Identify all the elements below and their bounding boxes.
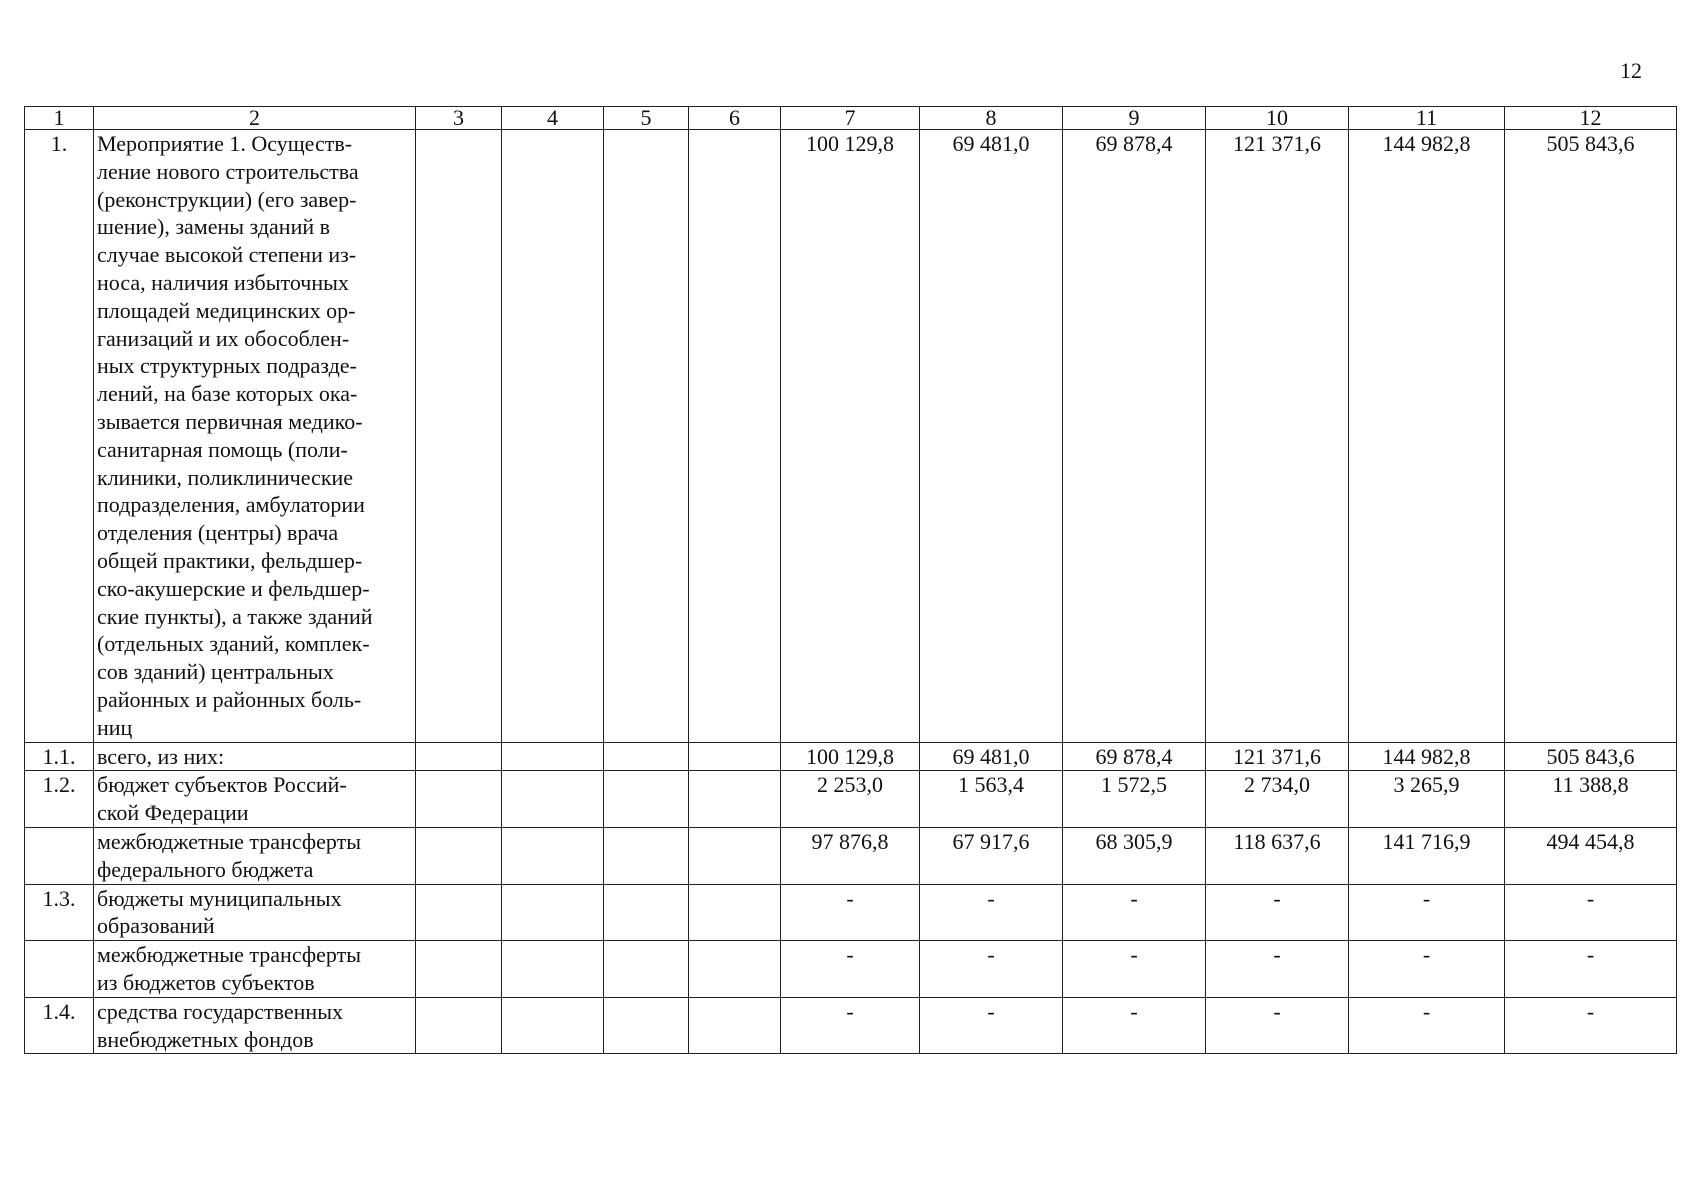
value-cell: 494 454,8: [1505, 827, 1677, 884]
description-line: санитарная помощь (поли-: [97, 436, 348, 462]
column-header: 1: [25, 107, 94, 130]
description-line: зывается первичная медико-: [97, 408, 363, 434]
row-code: 1.2.: [25, 771, 94, 828]
description-line: из бюджетов субъектов: [97, 969, 315, 995]
description-line: сов зданий) центральных: [97, 659, 334, 685]
description-line: ных структурных подразде-: [97, 353, 357, 379]
value-cell: 69 481,0: [920, 742, 1063, 771]
value-cell: 144 982,8: [1349, 130, 1505, 743]
table-row: [25, 742, 1677, 771]
description-line: ление нового строительства: [97, 158, 359, 184]
empty-cell: [416, 130, 502, 743]
column-header: 5: [604, 107, 689, 130]
value-cell: -: [1505, 997, 1677, 1054]
description-line: лений, на базе которых ока-: [97, 381, 358, 407]
empty-cell: [502, 742, 604, 771]
value-cell: -: [1505, 941, 1677, 998]
empty-cell: [604, 130, 689, 743]
column-header: 6: [689, 107, 781, 130]
column-header: 10: [1206, 107, 1349, 130]
row-code: [25, 827, 94, 884]
value-cell: -: [1206, 941, 1349, 998]
value-cell: -: [920, 884, 1063, 941]
description-line: средства государственных: [97, 998, 343, 1024]
description-line: всего, из них:: [97, 743, 225, 769]
column-header: 9: [1063, 107, 1206, 130]
description-line: ганизаций и их обособлен-: [97, 325, 350, 351]
description-line: образований: [97, 913, 215, 939]
empty-cell: [689, 941, 781, 998]
value-cell: -: [1206, 884, 1349, 941]
value-cell: 69 481,0: [920, 130, 1063, 743]
value-cell: 100 129,8: [781, 742, 920, 771]
row-code: 1.: [25, 130, 94, 743]
value-cell: 100 129,8: [781, 130, 920, 743]
value-cell: 67 917,6: [920, 827, 1063, 884]
empty-cell: [416, 771, 502, 828]
description-line: районных и районных боль-: [97, 686, 362, 712]
empty-cell: [416, 742, 502, 771]
value-cell: 1 572,5: [1063, 771, 1206, 828]
description-line: клиники, поликлинические: [97, 464, 354, 490]
row-code: 1.1.: [25, 742, 94, 771]
description-line: внебюджетных фондов: [97, 1026, 314, 1052]
description-line: межбюджетные трансферты: [97, 942, 361, 968]
description-line: бюджеты муниципальных: [97, 885, 342, 911]
page-number: 12: [1620, 58, 1642, 83]
value-cell: -: [781, 997, 920, 1054]
value-cell: 121 371,6: [1206, 742, 1349, 771]
value-cell: 144 982,8: [1349, 742, 1505, 771]
row-code: 1.3.: [25, 884, 94, 941]
value-cell: 97 876,8: [781, 827, 920, 884]
value-cell: -: [1349, 941, 1505, 998]
column-header: 3: [416, 107, 502, 130]
value-cell: 121 371,6: [1206, 130, 1349, 743]
column-header: 2: [94, 107, 416, 130]
table-row: [25, 827, 1677, 884]
value-cell: -: [920, 941, 1063, 998]
value-cell: -: [781, 884, 920, 941]
empty-cell: [604, 742, 689, 771]
value-cell: -: [1063, 884, 1206, 941]
empty-cell: [689, 771, 781, 828]
value-cell: 141 716,9: [1349, 827, 1505, 884]
value-cell: -: [1349, 997, 1505, 1054]
row-description: [94, 941, 416, 998]
row-description: [94, 884, 416, 941]
column-header: 12: [1505, 107, 1677, 130]
row-code: 1.4.: [25, 997, 94, 1054]
table-row: [25, 997, 1677, 1054]
description-line: (реконструкции) (его завер-: [97, 186, 357, 212]
description-line: площадей медицинских ор-: [97, 297, 356, 323]
table-row: [25, 941, 1677, 998]
table-body: [25, 107, 1677, 1054]
empty-cell: [502, 130, 604, 743]
empty-cell: [502, 997, 604, 1054]
empty-cell: [604, 771, 689, 828]
value-cell: 118 637,6: [1206, 827, 1349, 884]
row-description: [94, 771, 416, 828]
description-line: шение), замены зданий в: [97, 214, 330, 240]
value-cell: 69 878,4: [1063, 130, 1206, 743]
empty-cell: [502, 771, 604, 828]
description-line: подразделения, амбулатории: [97, 492, 365, 518]
column-header: 7: [781, 107, 920, 130]
empty-cell: [502, 884, 604, 941]
column-header: 4: [502, 107, 604, 130]
table-row: [25, 130, 1677, 743]
table-row: [25, 884, 1677, 941]
empty-cell: [416, 827, 502, 884]
value-cell: 68 305,9: [1063, 827, 1206, 884]
row-description: [94, 130, 416, 743]
description-line: носа, наличия избыточных: [97, 269, 349, 295]
empty-cell: [689, 827, 781, 884]
empty-cell: [604, 997, 689, 1054]
row-description: [94, 742, 416, 771]
empty-cell: [502, 941, 604, 998]
empty-cell: [689, 884, 781, 941]
description-line: (отдельных зданий, комплек-: [97, 631, 370, 657]
value-cell: -: [781, 941, 920, 998]
value-cell: 69 878,4: [1063, 742, 1206, 771]
description-line: ниц: [97, 714, 133, 740]
value-cell: -: [1505, 884, 1677, 941]
description-line: общей практики, фельдшер-: [97, 547, 363, 573]
description-line: случае высокой степени из-: [97, 242, 357, 268]
description-line: ско-акушерские и фельдшер-: [97, 575, 370, 601]
value-cell: -: [1206, 997, 1349, 1054]
value-cell: -: [920, 997, 1063, 1054]
empty-cell: [689, 997, 781, 1054]
value-cell: 1 563,4: [920, 771, 1063, 828]
empty-cell: [689, 742, 781, 771]
row-description: [94, 827, 416, 884]
value-cell: 505 843,6: [1505, 130, 1677, 743]
description-line: Мероприятие 1. Осуществ-: [97, 131, 353, 156]
empty-cell: [416, 884, 502, 941]
description-line: бюджет субъектов Россий-: [97, 772, 347, 798]
value-cell: -: [1063, 941, 1206, 998]
description-line: ской Федерации: [97, 800, 249, 826]
empty-cell: [604, 941, 689, 998]
empty-cell: [604, 827, 689, 884]
empty-cell: [604, 884, 689, 941]
table-row: [25, 771, 1677, 828]
value-cell: 2 734,0: [1206, 771, 1349, 828]
description-line: федерального бюджета: [97, 856, 314, 882]
value-cell: 11 388,8: [1505, 771, 1677, 828]
description-line: межбюджетные трансферты: [97, 828, 361, 854]
row-description: [94, 997, 416, 1054]
budget-table: [24, 106, 1677, 1054]
value-cell: -: [1349, 884, 1505, 941]
value-cell: 505 843,6: [1505, 742, 1677, 771]
empty-cell: [416, 997, 502, 1054]
empty-cell: [502, 827, 604, 884]
column-header: 8: [920, 107, 1063, 130]
empty-cell: [416, 941, 502, 998]
description-line: ские пункты), а также зданий: [97, 603, 373, 629]
column-header: 11: [1349, 107, 1505, 130]
value-cell: 3 265,9: [1349, 771, 1505, 828]
row-code: [25, 941, 94, 998]
description-line: отделения (центры) врача: [97, 520, 339, 546]
value-cell: -: [1063, 997, 1206, 1054]
empty-cell: [689, 130, 781, 743]
header-row: [25, 107, 1677, 130]
value-cell: 2 253,0: [781, 771, 920, 828]
